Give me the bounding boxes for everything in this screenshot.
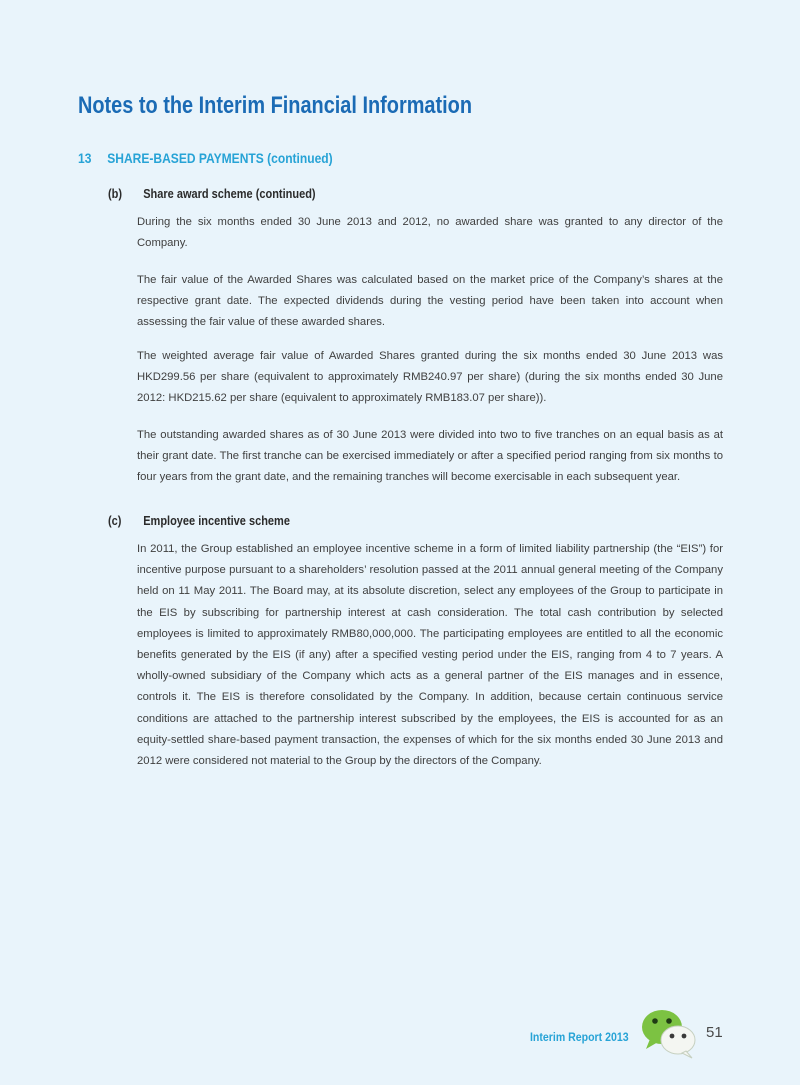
page-title: Notes to the Interim Financial Information	[78, 92, 473, 119]
subsection-c-letter: (c)	[108, 514, 122, 528]
subsection-b-letter: (b)	[108, 187, 123, 201]
subsection-b-heading	[108, 187, 316, 201]
paragraph-b-3: The weighted average fair value of Awarded Shares granted during the six months ended 30 June 2013 was HKD299.56 per share (equivalent to approximately RMB240.97 per share) (during the six months ended 30 June 2012: HKD215.62 per share (equivalent to approximately RMB183.07 per share)).	[137, 350, 723, 405]
footer-report-label: Interim Report 2013	[530, 1030, 629, 1044]
subsection-c-title: Employee incentive scheme	[143, 514, 290, 528]
paragraph-b-1: During the six months ended 30 June 2013 and 2012, no awarded share was granted to any director of the Company.	[137, 216, 723, 250]
wechat-logo-icon	[638, 1005, 700, 1059]
subsection-b-title: Share award scheme (continued)	[143, 187, 316, 201]
paragraph-c-1: In 2011, the Group established an employee incentive scheme in a form of limited liability partnership (the “EIS”) for incentive purpose pursuant to a shareholders’ resolution passed at the 2011 annual general meeting of the Company held on 11 May 2011. The Board may, at its absolute discretion, select any employees of the Group to participate in the EIS by subscribing for partnership interest at cash consideration. The total cash contribution by selected employees is limited to approximately RMB80,000,000. The participating employees are entitled to all the economic benefits generated by the EIS (if any) after a specified vesting period under the EIS, ranging from 4 to 7 years. A wholly-owned subsidiary of the Company which acts as a general partner of the EIS manages and in essence, controls it. The EIS is therefore consolidated by the Company. In addition, because certain continuous service conditions are attached to the partnership interest subscribed by the employees, the EIS is accounted for as an equity-settled share-based payment transaction, the expenses of which for the six months ended 30 June 2013 and 2012 were considered not material to the Group by the directors of the Company.	[137, 543, 723, 768]
section-title: SHARE-BASED PAYMENTS (continued)	[107, 150, 333, 166]
section-number: 13	[78, 150, 92, 166]
page-number: 51	[706, 1024, 723, 1041]
subsection-c-heading	[108, 514, 290, 528]
paragraph-b-4: The outstanding awarded shares as of 30 June 2013 were divided into two to five tranches on an equal basis as at their grant date. The first tranche can be exercised immediately or after a specified period ranging from six months to four years from the grant date, and the remaining tranches will become exercisable in each subsequent year.	[137, 429, 723, 484]
section-heading	[78, 150, 333, 166]
paragraph-b-2: The fair value of the Awarded Shares was calculated based on the market price of the Company’s shares at the respective grant date. The expected dividends during the vesting period have been taken into account when assessing the fair value of these awarded shares.	[137, 274, 723, 329]
